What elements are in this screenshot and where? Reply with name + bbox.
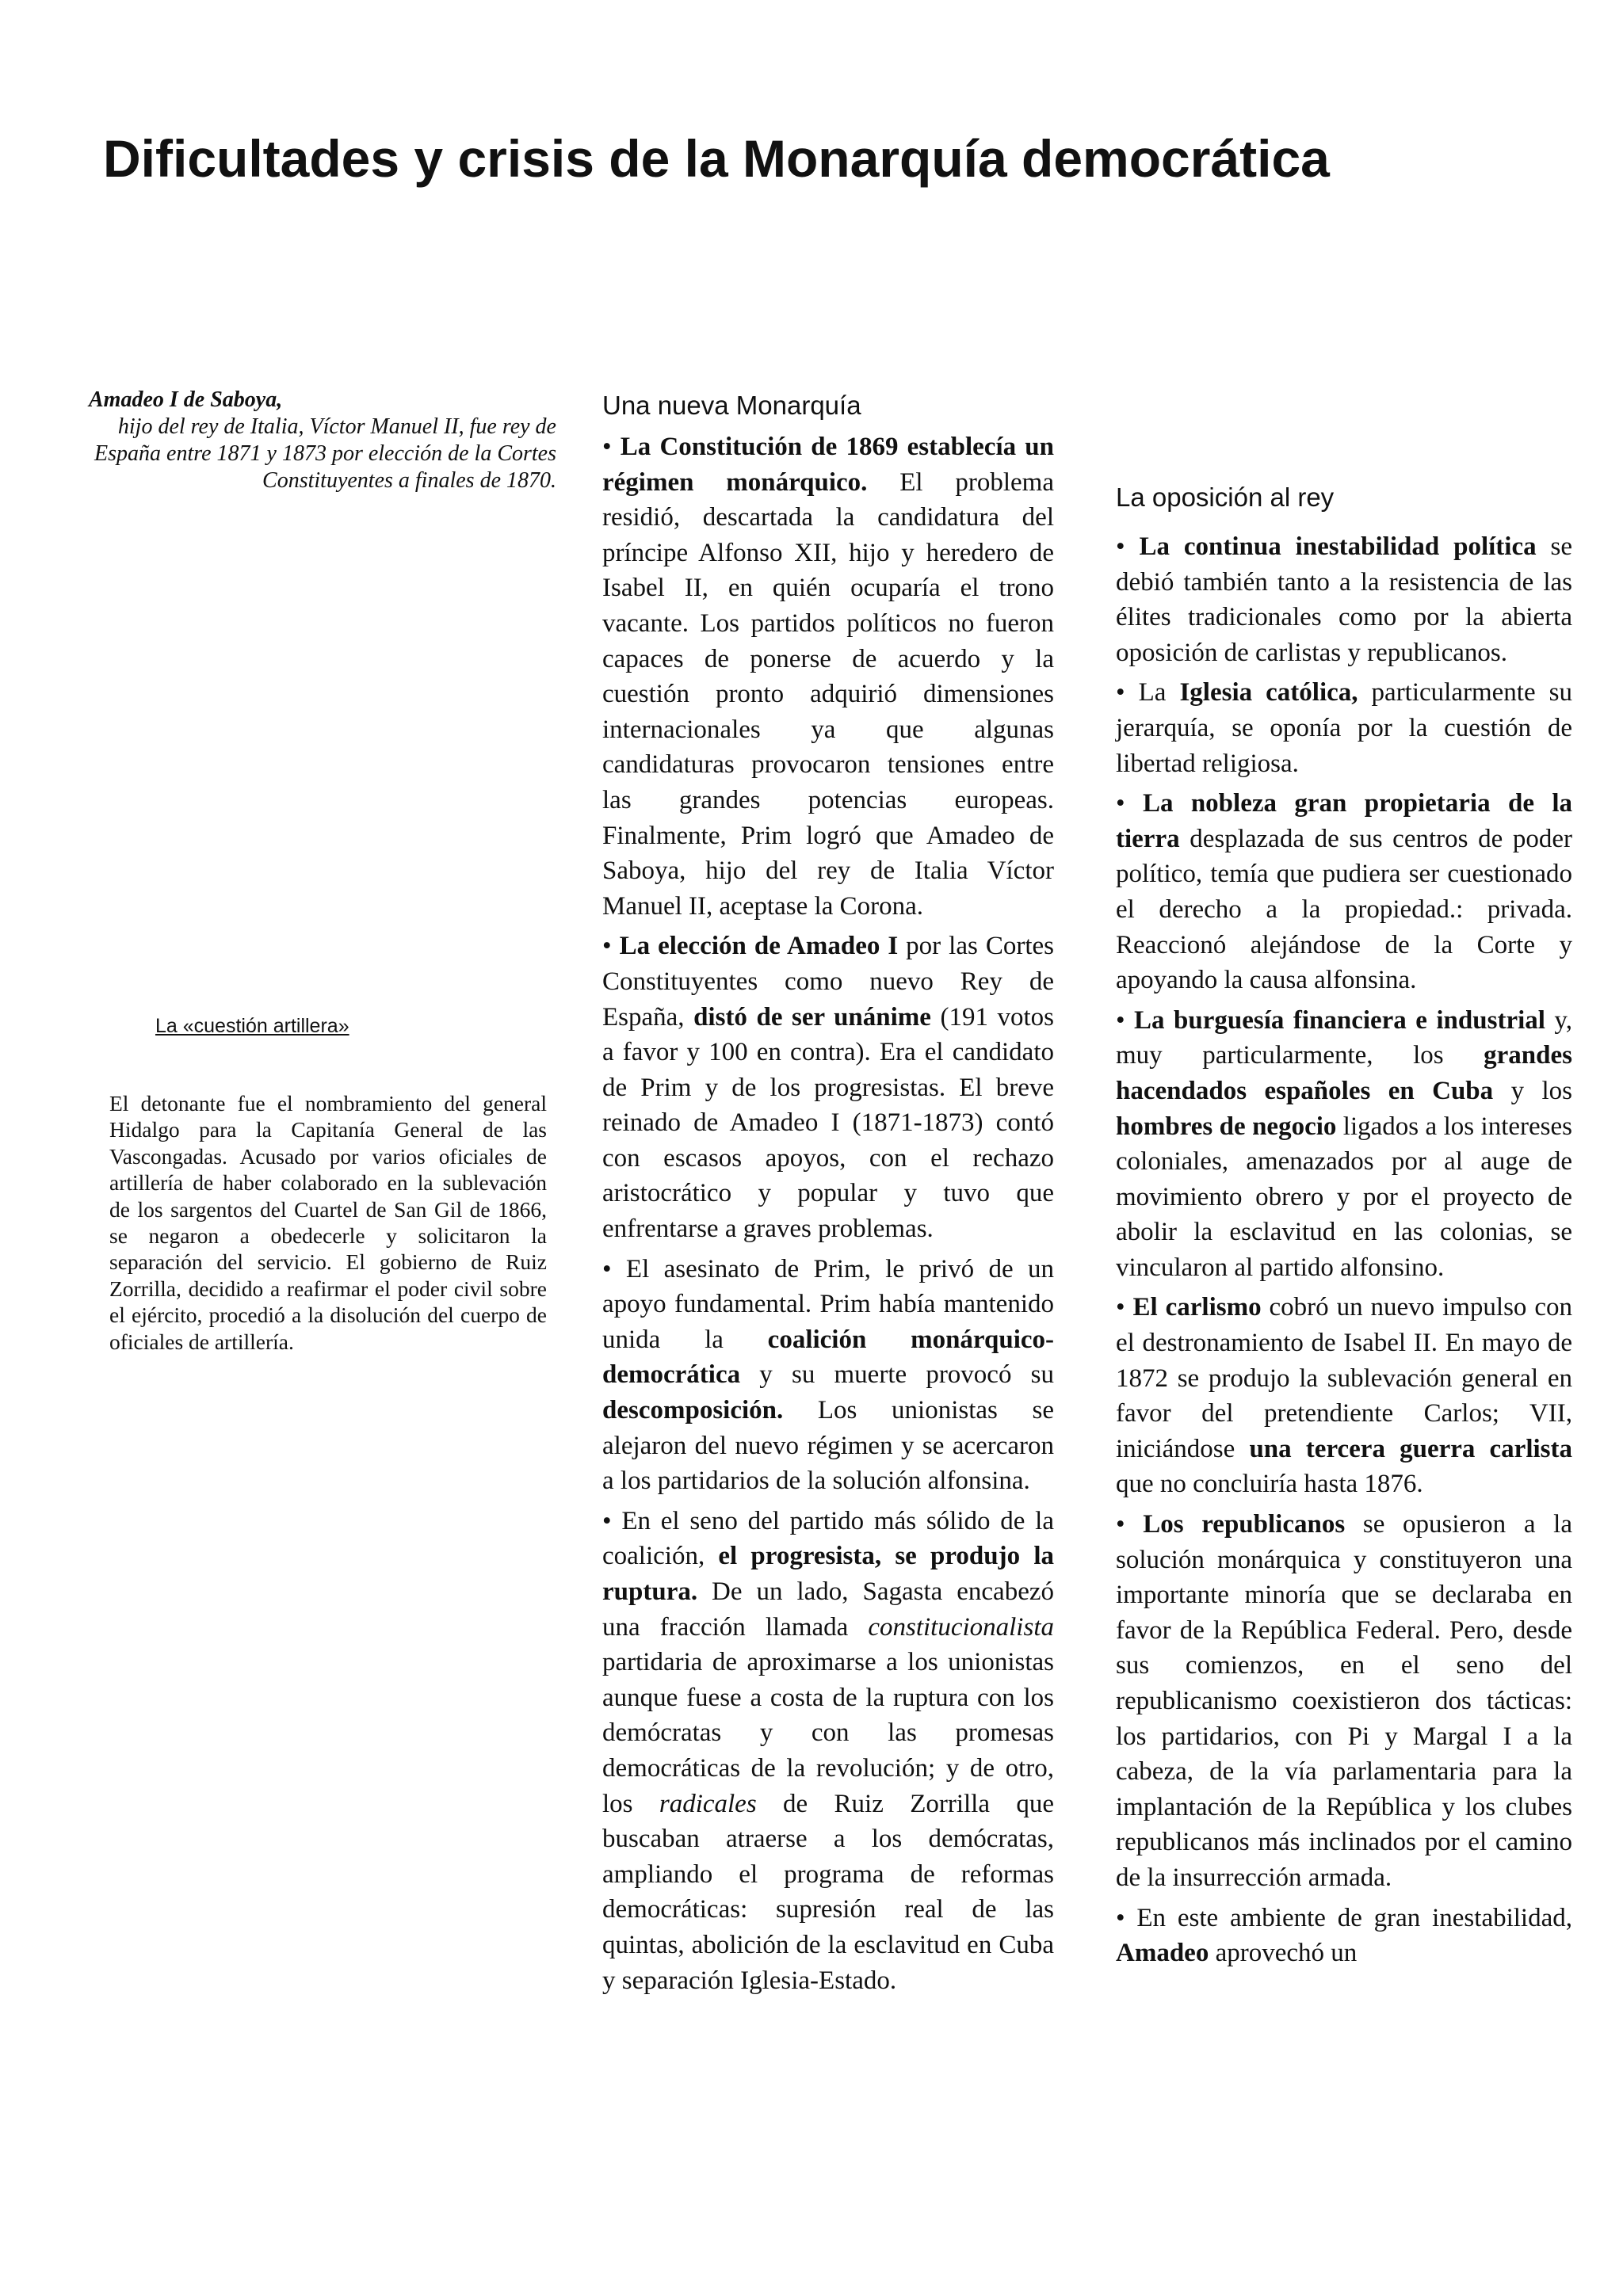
body-text: se opusieron a la solución monárquica y constituyeron una importante minoría que se declaraba en favor de la República Federal. Pero, desde sus comienzos, en el seno del republicanismo coexistieron dos tácticas: los partidarios, con Pi y Margal I a la cabeza, de la vía parlamentaria para la implantación de la República y los clubes republicanos más inclinados por el camino de la insurrección armada.: [1116, 1510, 1572, 1892]
bold-text: Los republicanos: [1143, 1510, 1346, 1539]
bullet: •: [1116, 1293, 1125, 1322]
paragraph: [1116, 1901, 1572, 1971]
paragraph: [602, 1504, 1054, 1998]
section-heading-una-nueva-monarquia: Una nueva Monarquía: [602, 391, 861, 420]
caption-name: Amadeo I de Saboya,: [89, 387, 283, 412]
body-text: El asesinato de Prim, le privó de un apoyo fundamental. Prim había mantenido unida la: [602, 1254, 1054, 1354]
sidebox-title: La «cuestión artillera»: [155, 1015, 349, 1037]
paragraph: [1116, 675, 1572, 781]
italic-text: constitucionalista: [868, 1612, 1054, 1642]
page-title: Dificultades y crisis de la Monarquía democrática: [103, 129, 1330, 188]
paragraph: [602, 429, 1054, 924]
body-text: (191 votos a favor y 100 en contra). Era el candidato de Prim y de los progresistas. El breve reinado de Amadeo I (1871-1873) contó con escasos apoyos, con el rechazo aristocrático y popular y tuvo que enfrentarse a graves problemas.: [602, 1002, 1054, 1244]
bold-text: hombres de negocio: [1116, 1112, 1337, 1141]
bullet: •: [1116, 532, 1125, 561]
sidebox-text: El detonante fue el nombramiento del general Hidalgo para la Capitanía General de las Vascongadas. Acusado por varios oficiales de artillería de haber colaborado en la sublevación de los sargentos del Cuartel de San Gil de 1866, se negaron a obedecerle y solicitaron la separación del servicio. El gobierno de Ruiz Zorrilla, decidido a reafirmar el poder civil sobre el ejército, procedió a la disolución del cuerpo de oficiales de artillería.: [109, 1091, 547, 1354]
bold-text: La elección de Amadeo I: [619, 932, 899, 961]
body-text: de Ruiz Zorrilla que buscaban atraerse a los demócratas, ampliando el programa de reformas democráticas: supresión real de las quintas, abolición de la esclavitud en Cuba y separación Iglesia-Estado.: [602, 1789, 1054, 1995]
body-text: desplazada de sus centros de poder político, temía que pudiera ser cuestionado el derecho a la propiedad.: privada. Reaccionó alejándose de la Corte y apoyando la causa alfonsina.: [1116, 824, 1572, 995]
body-text: ligados a los intereses coloniales, amenazados por al auge de movimiento obrero y por el proyecto de abolir la esclavitud en las colonias, se vincularon al partido alfonsino.: [1116, 1112, 1572, 1282]
bullet: •: [1116, 1903, 1125, 1932]
bold-text: grandes hacendados españoles en Cuba: [1116, 1041, 1572, 1105]
body-text: y su muerte provocó su: [740, 1360, 1054, 1390]
body-text: por las Cortes Constituyentes como nuevo Rey de España,: [602, 932, 1054, 1032]
column-una-nueva-monarquia: [602, 390, 1054, 2003]
body-text: aprovechó un: [1209, 1939, 1358, 1968]
bold-text: el progresista, se produjo la ruptura.: [602, 1542, 1054, 1606]
body-text: El problema residió, descartada la candidatura del príncipe Alfonso XII, hijo y heredero de Isabel II, en quién ocuparía el trono vacante. Los partidos políticos no fueron capaces de ponerse de acuerdo y la cuestión pronto adquirió dimensiones internacionales ya que algunas candidaturas provocaron tensiones entre las grandes potencias europeas. Finalmente, Prim logró que Amadeo de Saboya, hijo del rey de Italia Víctor Manuel II, aceptase la Corona.: [602, 467, 1054, 921]
bold-text: distó de ser unánime: [693, 1002, 931, 1032]
body-text: se debió también tanto a la resistencia de las élites tradicionales como por la abierta oposición de carlistas y republicanos.: [1116, 532, 1572, 667]
paragraph: [1116, 1003, 1572, 1286]
paragraph: [1116, 1507, 1572, 1896]
column-la-oposicion-al-rey: [1116, 482, 1572, 1976]
body-text: En este ambiente de gran inestabilidad,: [1125, 1903, 1572, 1932]
body-text: y los: [1493, 1076, 1572, 1105]
bullet: •: [602, 1506, 612, 1535]
bullet: •: [602, 433, 612, 461]
bold-text: El carlismo: [1132, 1293, 1262, 1322]
bold-text: La burguesía financiera e industrial: [1134, 1005, 1545, 1035]
paragraph: [1116, 786, 1572, 998]
italic-text: radicales: [659, 1789, 757, 1818]
body-text: que no concluiría hasta 1876.: [1116, 1470, 1423, 1499]
paragraph: [602, 929, 1054, 1246]
bullet: •: [1116, 1005, 1125, 1035]
bold-text: Iglesia católica,: [1179, 678, 1358, 707]
bold-text: La Constitución de 1869 establecía un régimen monárquico.: [602, 433, 1055, 497]
bold-text: coalición monárquico-democrática: [602, 1325, 1054, 1390]
bullet: •: [1116, 1510, 1125, 1539]
bold-text: La nobleza gran propietaria de la tierra: [1116, 789, 1572, 853]
bullet: •: [602, 932, 612, 961]
section-heading-la-oposicion-al-rey: La oposición al rey: [1116, 482, 1335, 512]
body-text: particularmente su jerarquía, se oponía por la cuestión de libertad religiosa.: [1116, 678, 1572, 778]
bullet: •: [1116, 789, 1125, 818]
body-text: partidaria de aproximarse a los unionistas aunque fuese a costa de la ruptura con los demócratas y con las promesas democráticas de la revolución; y de otro, los: [602, 1648, 1054, 1818]
bold-text: Amadeo: [1116, 1939, 1209, 1968]
paragraph: [602, 1252, 1054, 1499]
body-text: cobró un nuevo impulso con el destronamiento de Isabel II. En mayo de 1872 se produjo la sublevación general en favor del pretendiente Carlos; VII, iniciándose: [1116, 1293, 1572, 1463]
bullet: •: [602, 1254, 612, 1283]
bullet: •: [1116, 678, 1125, 707]
caption-text: hijo del rey de Italia, Víctor Manuel II, fue rey de España entre 1871 y 1873 por elección de la Cortes Constituyentes a finales de 1870.: [94, 414, 556, 493]
bold-text: La continua inestabilidad política: [1139, 532, 1537, 561]
body-text: Los unionistas se alejaron del nuevo régimen y se acercaron a los partidarios de la solución alfonsina.: [602, 1396, 1054, 1496]
portrait-caption: [89, 387, 556, 494]
body-text: La: [1125, 678, 1180, 707]
body-text: En el seno del partido más sólido de la coalición,: [602, 1506, 1054, 1571]
paragraph: [1116, 529, 1572, 670]
body-text: y, muy particularmente, los: [1116, 1005, 1573, 1070]
bold-text: una tercera guerra carlista: [1249, 1434, 1573, 1463]
body-text: De un lado, Sagasta encabezó una fracción llamada: [602, 1577, 1054, 1642]
paragraph: [1116, 1290, 1572, 1502]
bold-text: descomposición.: [602, 1396, 784, 1425]
